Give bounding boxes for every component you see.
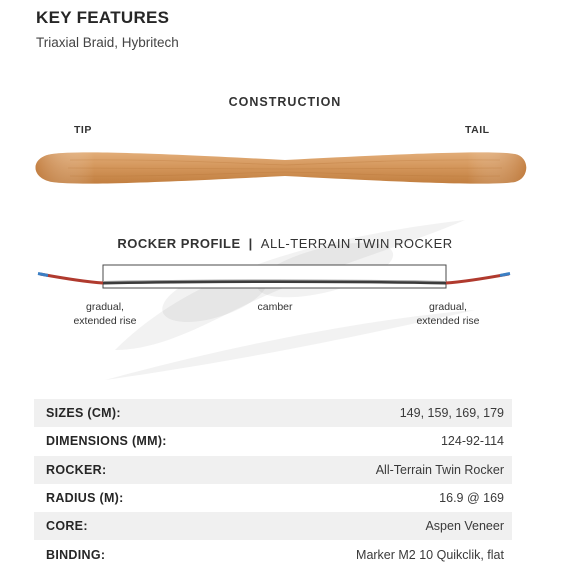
tip-rise-label: [55, 300, 155, 328]
tip-label: TIP: [74, 124, 92, 136]
rocker-profile-heading: [0, 236, 570, 251]
spec-row-radius: [34, 484, 512, 512]
spec-value: 149, 159, 169, 179: [399, 406, 504, 421]
spec-label: BINDING:: [46, 547, 106, 562]
key-features-subtitle: Triaxial Braid, Hybritech: [36, 35, 179, 50]
spec-label: ROCKER:: [46, 462, 107, 477]
rocker-separator: |: [248, 236, 253, 251]
spec-value: 124-92-114: [440, 434, 504, 449]
tip-rise: [40, 274, 103, 283]
tail-rise-line1: gradual,: [429, 301, 467, 313]
spec-row-binding: [34, 540, 512, 568]
spec-row-sizes: [34, 399, 512, 427]
spec-label: SIZES (CM):: [46, 406, 121, 421]
spec-value: Marker M2 10 Quikclik, flat: [356, 547, 504, 562]
ski-profile-base: [103, 282, 446, 284]
spec-row-rocker: [34, 456, 512, 484]
tip-rise-line2: extended rise: [73, 315, 137, 327]
camber-label: camber: [257, 301, 293, 313]
tail-label: TAIL: [465, 124, 490, 136]
spec-value: All-Terrain Twin Rocker: [375, 462, 504, 477]
tip-rise-line1: gradual,: [86, 301, 124, 313]
spec-label: DIMENSIONS (MM):: [46, 434, 167, 449]
tip-blue-end: [38, 274, 48, 276]
rocker-profile-label: ROCKER PROFILE: [117, 236, 241, 251]
spec-label: RADIUS (M):: [46, 491, 124, 506]
tail-blue-end: [500, 274, 510, 276]
spec-value: 16.9 @ 169: [439, 491, 504, 506]
rocker-profile-name: ALL-TERRAIN TWIN ROCKER: [260, 236, 453, 251]
tail-rise: [446, 274, 509, 283]
spec-value: Aspen Veneer: [425, 519, 504, 534]
camber-box: [103, 265, 446, 288]
ski-construction-image: [0, 140, 570, 196]
tail-rise-line2: extended rise: [416, 315, 480, 327]
tail-rise-label: [398, 300, 498, 328]
spec-row-dimensions: [34, 427, 512, 455]
spec-label: CORE:: [46, 519, 88, 534]
spec-row-core: [34, 512, 512, 540]
construction-heading: CONSTRUCTION: [228, 95, 342, 109]
key-features-title: KEY FEATURES: [36, 8, 170, 27]
rocker-profile-diagram: [0, 258, 570, 298]
specs-table: [34, 399, 512, 569]
